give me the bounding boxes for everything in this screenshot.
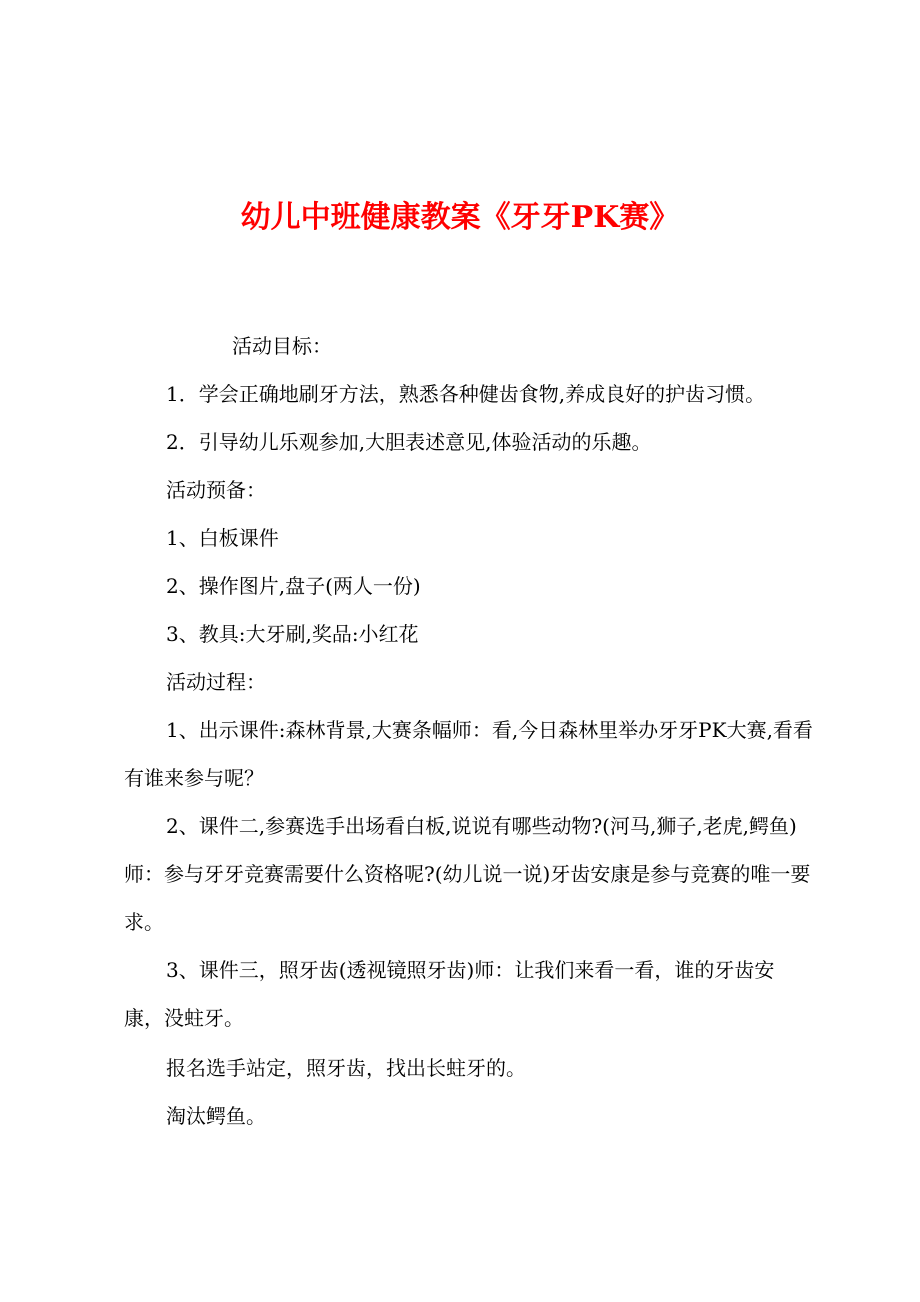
- preparation-item-2: 2、操作图片,盘子(两人一份): [166, 574, 421, 598]
- process-step-3: 3、课件三，照牙齿(透视镜照牙齿)师：让我们来看一看，谁的牙齿安康，没蛀牙。: [124, 958, 775, 1030]
- process-step-2: 2、课件二,参赛选手出场看白板,说说有哪些动物?(河马,狮子,老虎,鳄鱼)师：参与牙牙竞赛需要什么资格呢?(幼儿说一说)牙齿安康是参与竞赛的唯一要求。: [124, 814, 811, 934]
- process-note-1: 报名选手站定，照牙齿，找出长蛀牙的。: [166, 1056, 526, 1080]
- document-title: 幼儿中班健康教案《牙牙PK赛》: [240, 200, 680, 235]
- goal-item-1: 1．学会正确地刷牙方法，熟悉各种健齿食物,养成良好的护齿习惯。: [166, 382, 766, 406]
- section-heading-goals: 活动目标：: [232, 334, 332, 358]
- preparation-item-3: 3、教具:大牙刷,奖品:小红花: [166, 622, 419, 646]
- section-heading-process: 活动过程：: [166, 670, 266, 694]
- goal-item-2: 2．引导幼儿乐观参加,大胆表述意见,体验活动的乐趣。: [166, 430, 652, 454]
- process-step-1: 1、出示课件:森林背景,大赛条幅师：看,今日森林里举办牙牙PK大赛,看看有谁来参与呢？: [124, 718, 813, 790]
- preparation-item-1: 1、白板课件: [166, 526, 279, 550]
- section-heading-preparation: 活动预备：: [166, 478, 266, 502]
- process-note-2: 淘汰鳄鱼。: [166, 1104, 266, 1128]
